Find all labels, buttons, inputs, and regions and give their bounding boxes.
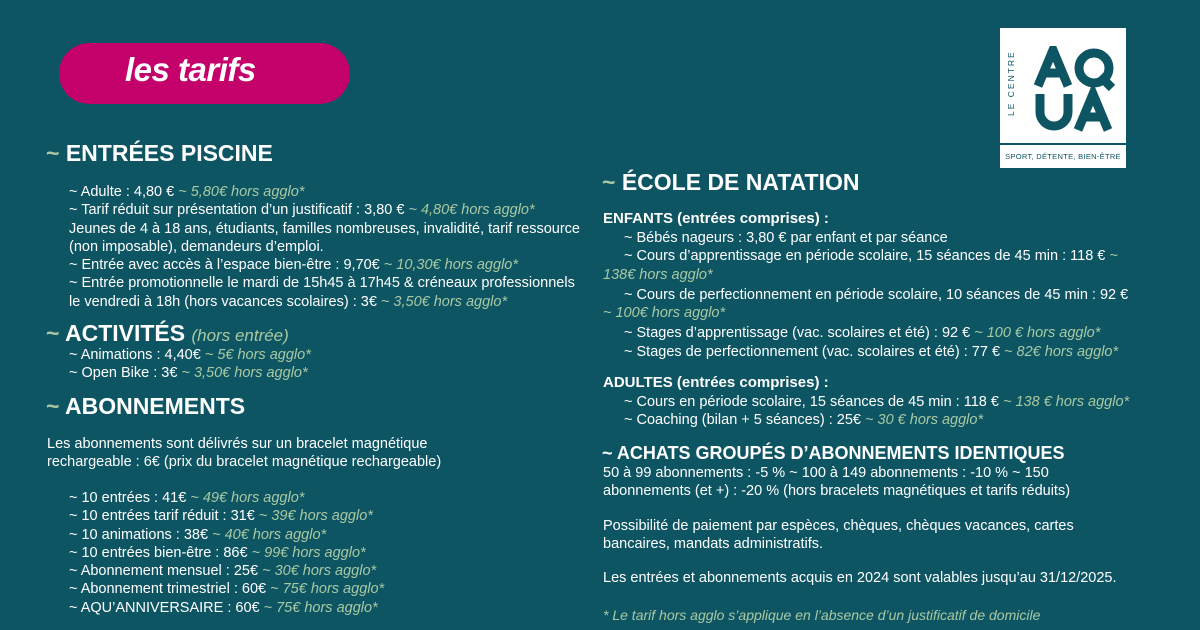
section-ecole-title: ÉCOLE DE NATATION [621,169,860,195]
logo-tagline-bar [1000,143,1126,168]
list-item: ~ Entrée promotionnelle le mardi de 15h45 à 17h45 & créneaux professionnels [69,275,575,292]
adultes-title: ADULTES (entrées comprises) : [603,374,829,391]
logo-tagline: SPORT, DÉTENTE, BIEN-ÊTRE [1005,152,1121,161]
page-title: les tarifs [125,51,256,88]
section-ecole-heading: ~ ÉCOLE DE NATATION [602,169,860,195]
section-activites-heading: ~ ACTIVITÉS (hors entrée) [46,320,289,346]
list-item: ~ Stages d’apprentissage (vac. scolaires et été) : 92 € ~ 100 € hors agglo* [624,325,1101,342]
list-item: ~ Tarif réduit sur présentation d’un justificatif : 3,80 € ~ 4,80€ hors agglo* [69,202,535,219]
entrees-list [69,183,580,311]
activites-list [69,346,311,383]
list-item: ~ Entrée avec accès à l’espace bien-être : 9,70€ ~ 10,30€ hors agglo* [69,257,518,274]
list-item: ~ Coaching (bilan + 5 séances) : 25€ ~ 30 € hors agglo* [624,412,984,429]
list-item: ~ Stages de perfectionnement (vac. scolaires et été) : 77 € ~ 82€ hors agglo* [624,343,1119,360]
logo-monogram [1034,46,1116,134]
logo-vertical-text: LE CENTRE [1006,50,1016,116]
list-item: ~ 100€ hors agglo* [603,305,726,322]
abonnements-list [69,489,384,617]
list-item: le vendredi à 18h (hors vacances scolaires) : 3€ ~ 3,50€ hors agglo* [69,293,508,310]
adultes-list [624,393,1129,430]
list-item: ~ Abonnement mensuel : 25€ ~ 30€ hors agglo* [69,563,377,580]
section-achats-heading: ~ ACHATS GROUPÉS D’ABONNEMENTS IDENTIQUES [602,443,1065,463]
title-pill [59,43,350,104]
enfants-title: ENFANTS (entrées comprises) : [603,210,829,227]
list-item: ~ 10 entrées bien-être : 86€ ~ 99€ hors agglo* [69,544,366,561]
list-item: ~ Abonnement trimestriel : 60€ ~ 75€ hors agglo* [69,581,385,598]
enfants-list [603,229,1128,361]
list-item: ~ AQU’ANNIVERSAIRE : 60€ ~ 75€ hors agglo* [69,599,378,616]
section-entrees-title: ENTRÉES PISCINE [65,140,273,166]
abonnements-intro: Les abonnements sont délivrés sur un bracelet magnétique rechargeable : 6€ (prix du bracelet magnétique rechargeable) [47,436,442,471]
list-item: ~ Adulte : 4,80 € ~ 5,80€ hors agglo* [69,184,305,200]
list-item: 138€ hors agglo* [603,266,713,283]
section-abonnements-heading: ~ ABONNEMENTS [46,393,246,419]
section-abonnements-title: ABONNEMENTS [64,393,246,419]
list-item: ~ Open Bike : 3€ ~ 3,50€ hors agglo* [69,365,308,382]
list-item: ~ 10 entrées : 41€ ~ 49€ hors agglo* [69,490,305,506]
list-item: ~ Cours en période scolaire, 15 séances de 45 min : 118 € ~ 138 € hors agglo* [624,394,1130,410]
section-activites-title: ACTIVITÉS [64,320,186,346]
validite-text: Les entrées et abonnements acquis en 2024 sont valables jusqu’au 31/12/2025. [603,570,1117,586]
list-item: ~ Animations : 4,40€ ~ 5€ hors agglo* [69,347,311,363]
list-item: ~ 10 entrées tarif réduit : 31€ ~ 39€ hors agglo* [69,508,373,525]
paiement-text: Possibilité de paiement par espèces, chèques, chèques vacances, cartes bancaires, mandats administratifs. [603,518,1074,553]
list-item: ~ Bébés nageurs : 3,80 € par enfant et par séance [624,230,948,246]
section-entrees-heading: ~ ENTRÉES PISCINE [46,140,273,166]
list-item: ~ Cours d’apprentissage en période scolaire, 15 séances de 45 min : 118 € ~ [624,248,1118,265]
footnote: * Le tarif hors agglo s’applique en l’absence d’un justificatif de domicile [603,607,1041,623]
list-item: ~ Cours de perfectionnement en période scolaire, 10 séances de 45 min : 92 € [624,286,1129,303]
achats-text: 50 à 99 abonnements : -5 % ~ 100 à 149 abonnements : -10 % ~ 150 abonnements (et +) : -20 % (hors bracelets magnétiques et tarifs réduits) [603,465,1071,500]
list-item: (non imposable), demandeurs d’emploi. [69,238,324,255]
aqua-logo [1000,28,1126,168]
activites-note: (hors entrée) [191,326,289,345]
list-item: Jeunes de 4 à 18 ans, étudiants, familles nombreuses, invalidité, tarif ressource [69,220,580,237]
list-item: ~ 10 animations : 38€ ~ 40€ hors agglo* [69,526,327,543]
